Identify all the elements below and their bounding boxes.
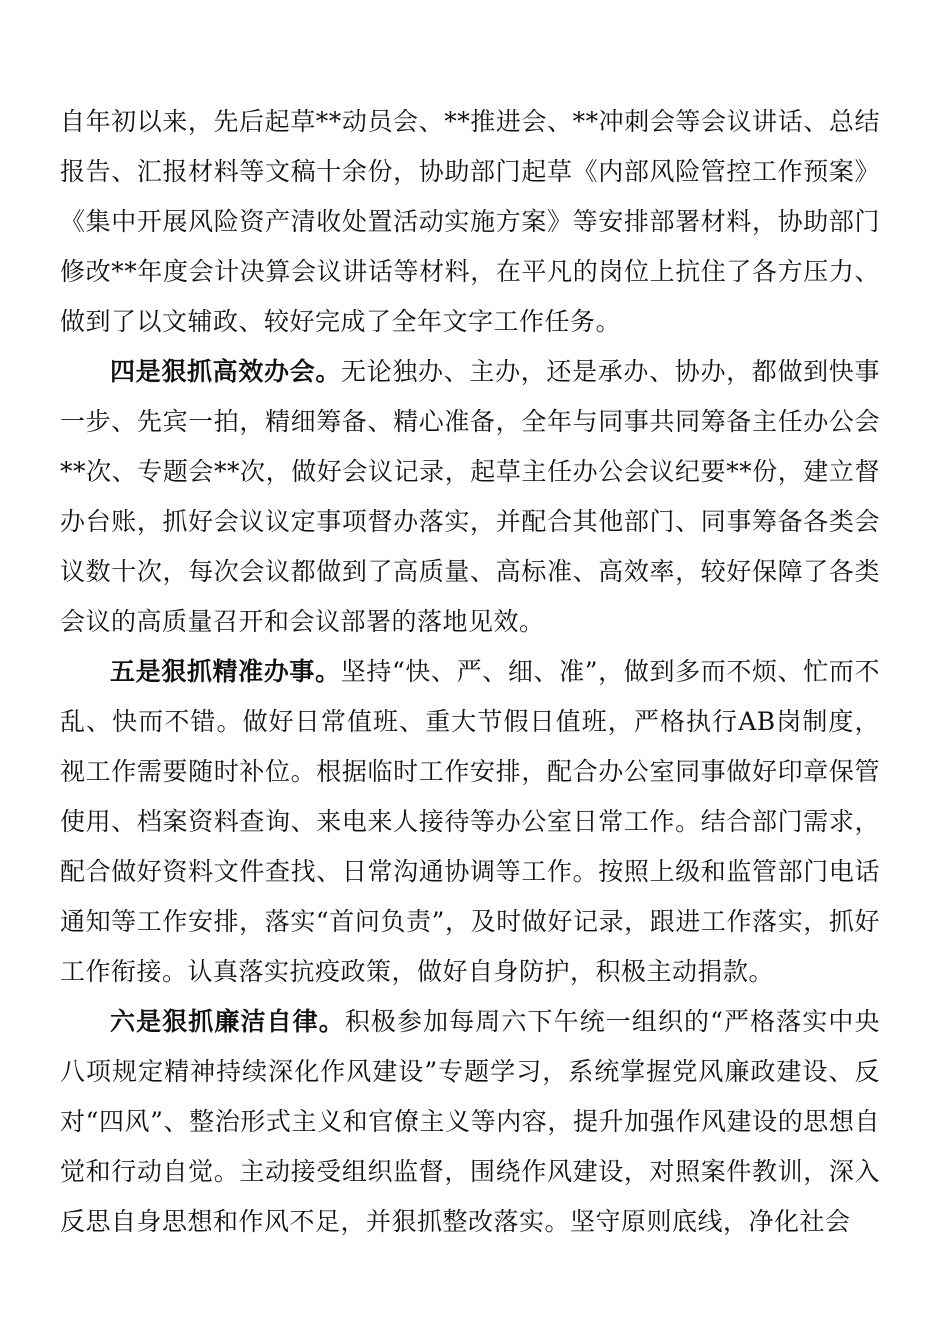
document-body [60, 97, 880, 1247]
paragraph-efficient-meetings [60, 347, 880, 647]
paragraph-heading: 五是狠抓精准办事。 [110, 657, 341, 686]
paragraph-integrity [60, 997, 880, 1247]
paragraph-heading: 六是狠抓廉洁自律。 [110, 1007, 345, 1036]
paragraph-precise-handling [60, 647, 880, 997]
paragraph-text: 无论独办、主办，还是承办、协办，都做到快事一步、先宾一拍，精细筹备、精心准备，全年与同事共同筹备主任办公会**次、专题会**次，做好会议记录，起草主任办公会议纪要**份，建立督办台账，抓好会议议定事项督办落实，并配合其他部门、同事筹备各类会议数十次，每次会议都做到了高质量、高标准、高效率，较好保障了各类会议的高质量召开和会议部署的落地见效。 [60, 357, 880, 636]
paragraph-text: 积极参加每周六下午统一组织的“严格落实中央八项规定精神持续深化作风建设”专题学习，系统掌握党风廉政建设、反对“四风”、整治形式主义和官僚主义等内容，提升加强作风建设的思想自觉和行动自觉。主动接受组织监督，围绕作风建设，对照案件教训，深入反思自身思想和作风不足，并狠抓整改落实。坚守原则底线，净化社会 [60, 1007, 880, 1236]
paragraph-text: 坚持“快、严、细、准”，做到多而不烦、忙而不乱、快而不错。做好日常值班、重大节假日值班，严格执行AB岗制度，视工作需要随时补位。根据临时工作安排，配合办公室同事做好印章保管使用、档案资料查询、来电来人接待等办公室日常工作。结合部门需求，配合做好资料文件查找、日常沟通协调等工作。按照上级和监管部门电话通知等工作安排，落实“首问负责”，及时做好记录，跟进工作落实，抓好工作衔接。认真落实抗疫政策，做好自身防护，积极主动捐款。 [60, 657, 880, 986]
paragraph-writing-work [60, 97, 880, 347]
paragraph-heading: 四是狠抓高效办会。 [110, 357, 342, 386]
paragraph-text: 自年初以来，先后起草**动员会、**推进会、**冲刺会等会议讲话、总结报告、汇报材料等文稿十余份，协助部门起草《内部风险管控工作预案》《集中开展风险资产清收处置活动实施方案》等安排部署材料，协助部门修改**年度会计决算会议讲话等材料，在平凡的岗位上抗住了各方压力、做到了以文辅政、较好完成了全年文字工作任务。 [60, 107, 880, 336]
